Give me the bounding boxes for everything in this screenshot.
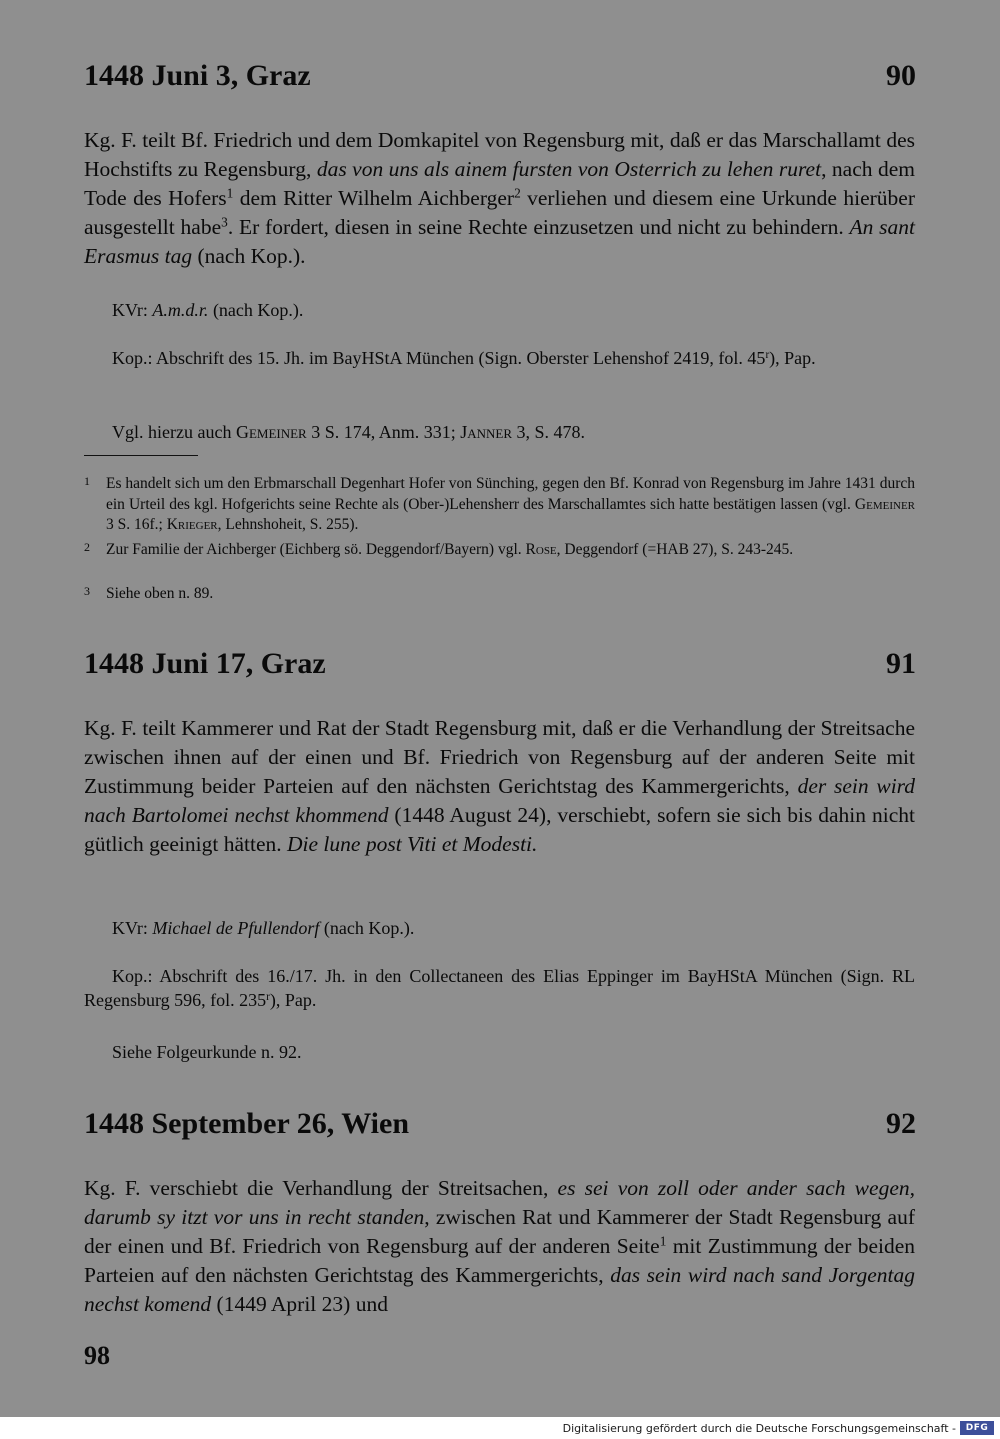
regest-text: Kg. F. teilt Kammerer und Rat der Stadt Regensburg mit, daß er die Verhandlung der Streitsache zwischen ihnen auf der einen und Bf. Friedrich von Regensburg auf der anderen Seite mit Zustimmung beider Parteien auf den nächsten Gerichtstag des Kammergerichts, der sein wird nach Bartolomei nechst khommend (1448 August 24), verschiebt, sofern sie sich bis dahin nicht gütlich geeinigt hätten. Die lune post Viti et Modesti. <box>84 716 915 856</box>
footnote-divider <box>84 455 198 456</box>
entry-heading <box>84 58 916 94</box>
reference-note: Vgl. hierzu auch Gemeiner 3 S. 174, Anm. 331; Janner 3, S. 478. <box>112 422 586 442</box>
footnote-number: 1 <box>84 474 90 488</box>
footnote: 3 Siehe oben n. 89. <box>84 584 915 605</box>
entry-heading <box>84 1106 916 1142</box>
footnote-ref: 2 <box>514 185 521 201</box>
copy-note: Kop.: Abschrift des 16./17. Jh. in den Collectaneen des Elias Eppinger im BayHStA München (Sign. RL Regensburg 596, fol. 235$^r$), Pap. <box>84 966 915 1010</box>
entry-date: 1448 Juni 3, Graz <box>84 59 311 92</box>
footnote: 2 Zur Familie der Aichberger (Eichberg sö. Deggendorf/Bayern) vgl. Rose, Deggendorf (=HAB 27), S. 243-245. <box>84 540 915 561</box>
footnote-ref: 1 <box>659 1233 667 1249</box>
footnote-ref: 1 <box>226 185 234 201</box>
entry-heading <box>84 646 916 682</box>
footnote-ref: 3 <box>221 214 228 230</box>
kvr-note: KVr: Michael de Pfullendorf (nach Kop.). <box>112 918 415 938</box>
kvr-note: KVr: A.m.d.r. (nach Kop.). <box>112 300 304 320</box>
regest-text: Kg. F. teilt Bf. Friedrich und dem Domkapitel von Regensburg mit, daß er das Marschallamt des Hochstifts zu Regensburg, das von uns als ainem fursten von Osterrich zu lehen ruret, nach dem Tode des Hofers$^1$ dem Ritter Wilhelm Aichberger$^2$ verliehen und diesem eine Urkunde hierüber ausgestellt habe$^3$. Er fordert, diesen in seine Rechte einzusetzen und nicht zu behindern. An sant Erasmus tag (nach Kop.). <box>84 128 915 268</box>
copy-note: Kop.: Abschrift des 15. Jh. im BayHStA München (Sign. Oberster Lehenshof 2419, fol. 45$^r$), Pap. <box>112 348 816 368</box>
footer-bar <box>0 1417 1000 1439</box>
entry-date: 1448 September 26, Wien <box>84 1107 410 1140</box>
entry-number: 91 <box>886 647 916 680</box>
entry-date: 1448 Juni 17, Graz <box>84 647 326 680</box>
funding-credit: Digitalisierung gefördert durch die Deutsche Forschungsgemeinschaft - <box>562 1422 956 1435</box>
footnote: 1 Es handelt sich um den Erbmarschall Degenhart Hofer von Sünching, gegen den Bf. Konrad von Regensburg im Jahre 1431 durch ein Urteil des kgl. Hofgerichts seine Rechte als (Ober-)Lehensherr des Marschallamtes sich hatte bestätigen lassen (vgl. Gemeiner 3 S. 16f.; Krieger, Lehnshoheit, S. 255). <box>84 474 915 536</box>
entry-number: 90 <box>886 59 916 92</box>
page-number: 98 <box>84 1341 110 1370</box>
regest-text: Kg. F. verschiebt die Verhandlung der Streitsachen, es sei von zoll oder ander sach wegen, darumb sy itzt vor uns in recht standen, zwischen Rat und Kammerer der Stadt Regensburg auf der einen und Bf. Friedrich von Regensburg auf der anderen Seite$^1$ mit Zustimmung der beiden Parteien auf den nächsten Gerichtstag des Kammergerichts, das sein wird nach sand Jorgentag nechst komend (1449 April 23) und <box>84 1176 915 1316</box>
footnote-number: 2 <box>84 540 90 554</box>
dfg-logo[interactable]: DFG <box>960 1421 994 1435</box>
entry-number: 92 <box>886 1107 916 1140</box>
see-also-note: Siehe Folgeurkunde n. 92. <box>112 1042 302 1062</box>
footnote-number: 3 <box>84 584 90 598</box>
